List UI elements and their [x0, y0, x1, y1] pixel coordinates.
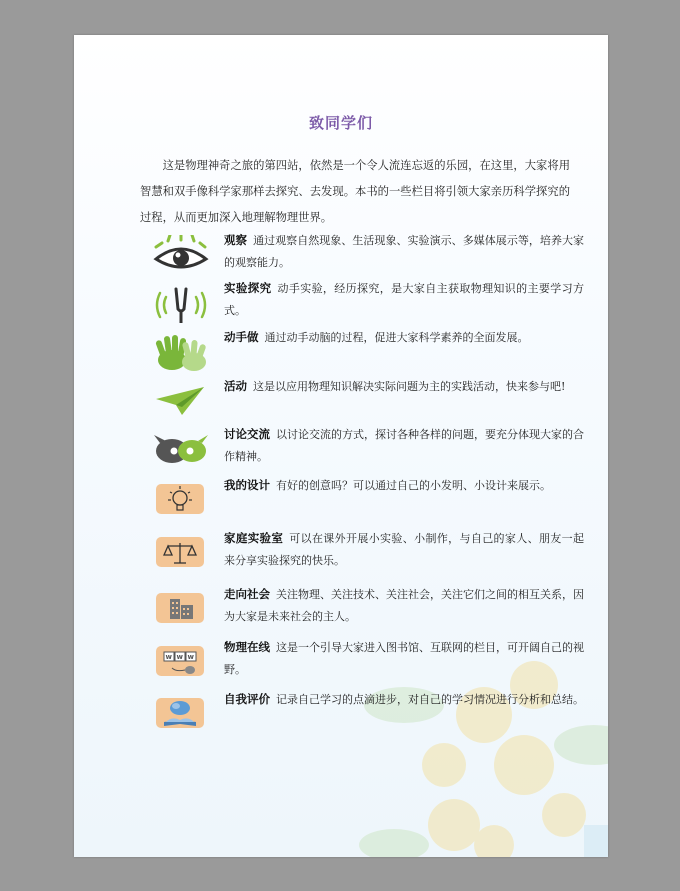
- item-label: 动手做: [224, 330, 259, 344]
- list-item: [152, 478, 592, 528]
- intro-paragraph: 这是物理神奇之旅的第四站，依然是一个令人流连忘返的乐园，在这里，大家将用智慧和双手像科学家那样去探究、去发现。本书的一些栏目将引领大家亲历科学探究的过程，从而更加深入地理解物理世界。: [140, 159, 570, 224]
- item-label: 自我评价: [224, 692, 270, 706]
- list-item: [152, 640, 592, 690]
- item-label: 观察: [224, 233, 248, 247]
- item-label: 家庭实验室: [224, 531, 284, 545]
- item-description: 动手实验，经历探究，是大家自主获取物理知识的主要学习方式。: [224, 282, 585, 317]
- svg-text:w: w: [187, 653, 194, 661]
- svg-text:w: w: [165, 653, 172, 661]
- svg-text:w: w: [176, 653, 183, 661]
- list-item: [152, 330, 592, 380]
- page-title: 致同学们: [308, 114, 373, 132]
- list-item: [152, 281, 592, 331]
- item-label: 实验探究: [224, 281, 272, 295]
- list-item: [152, 379, 592, 429]
- eye-icon: [152, 235, 210, 275]
- list-item: [152, 427, 592, 477]
- item-description: 记录自己学习的点滴进步，对自己的学习情况进行分析和总结。: [276, 693, 584, 706]
- item-label: 我的设计: [224, 478, 270, 492]
- item-description: 以讨论交流的方式，探讨各种各样的问题，要充分体现大家的合作精神。: [224, 428, 584, 463]
- tuning-fork-icon: [152, 283, 210, 323]
- item-description: 这是以应用物理知识解决实际问题为主的实践活动，快来参与吧!: [253, 380, 566, 393]
- item-label: 活动: [224, 379, 247, 393]
- open-book-icon: [152, 694, 210, 734]
- www-mouse-icon: [152, 642, 210, 682]
- list-item: [152, 692, 592, 742]
- discussion-bubbles-icon: [152, 429, 210, 469]
- item-description: 有好的创意吗？可以通过自己的小发明、小设计来展示。: [276, 479, 551, 492]
- page: [74, 35, 608, 857]
- item-description: 可以在课外开展小实验、小制作，与自己的家人、朋友一起来分享实验探究的快乐。: [224, 532, 584, 567]
- item-label: 物理在线: [224, 640, 270, 654]
- item-description: 这是一个引导大家进入图书馆、互联网的栏目，可开阔自己的视野。: [224, 641, 584, 676]
- buildings-icon: [152, 589, 210, 629]
- paper-plane-icon: [152, 381, 210, 421]
- list-item: [152, 531, 592, 581]
- item-description: 关注物理、关注技术、关注社会，关注它们之间的相互关系，因为大家是未来社会的主人。: [224, 588, 584, 623]
- balance-scale-icon: [152, 533, 210, 573]
- item-label: 走向社会: [224, 587, 270, 601]
- item-label: 讨论交流: [224, 427, 270, 441]
- list-item: [152, 587, 592, 637]
- item-description: 通过动手动脑的过程，促进大家科学素养的全面发展。: [264, 331, 529, 344]
- item-description: 通过观察自然现象、生活现象、实验演示、多媒体展示等，培养大家的观察能力。: [224, 234, 585, 269]
- list-item: [152, 233, 592, 283]
- hands-icon: [152, 332, 210, 372]
- light-bulb-icon: [152, 480, 210, 520]
